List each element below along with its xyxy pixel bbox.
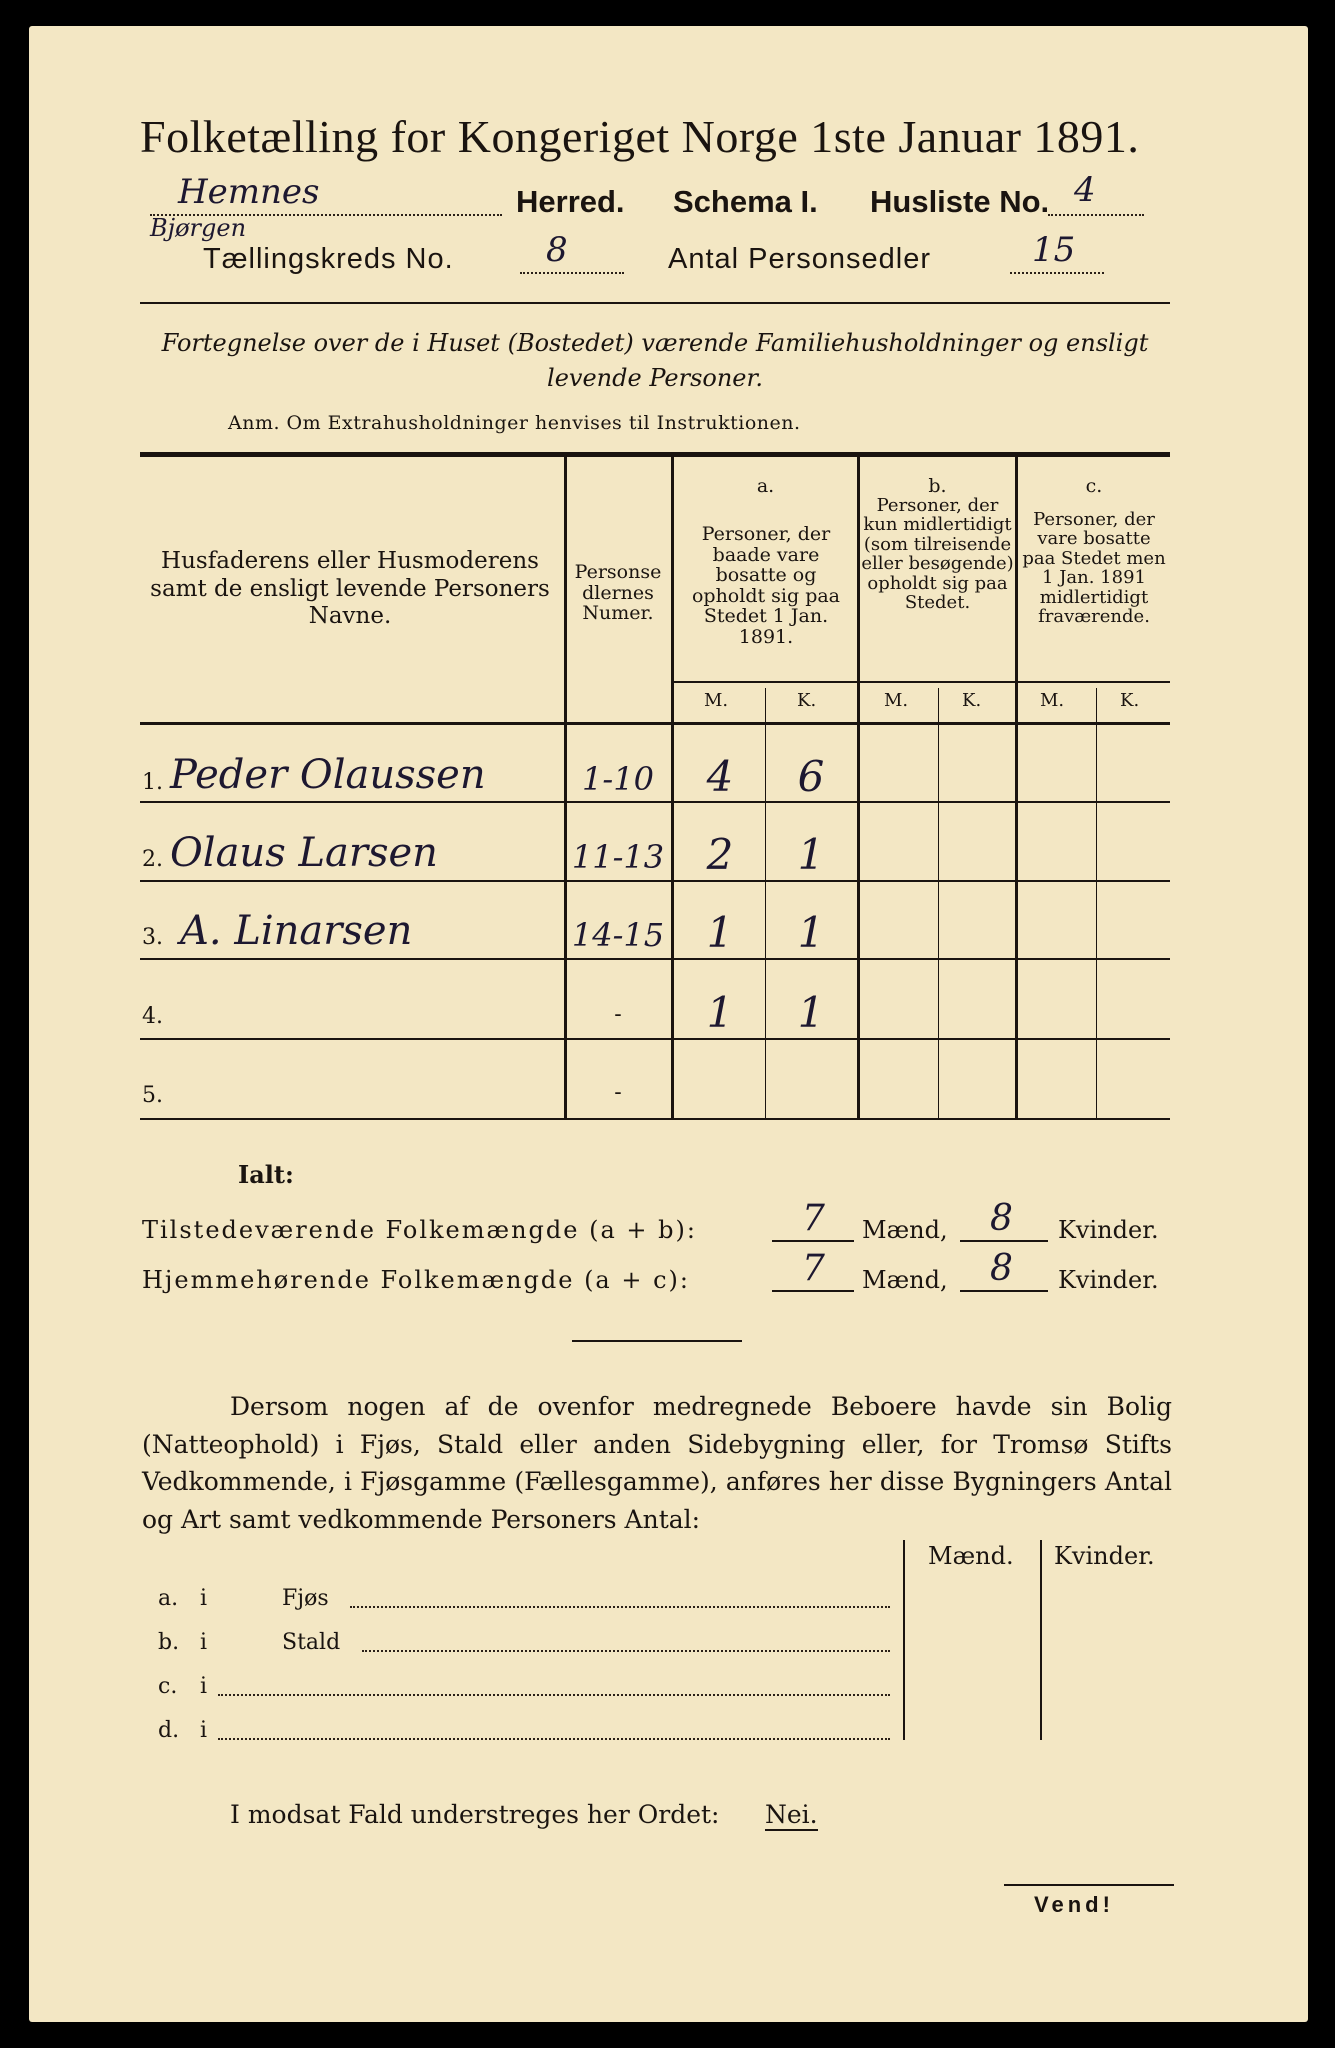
sub-dotline	[350, 1606, 890, 1608]
herred-value: Hemnes	[178, 172, 320, 212]
col-c-header: Personer, der vare bosatte paa Stedet men 1 Jan. 1891 midlertidigt fraværende.	[1022, 509, 1166, 628]
row-rule	[140, 880, 1170, 882]
skreds-annotation: Bjørgen	[150, 214, 247, 242]
antal-value: 15	[1032, 230, 1076, 270]
tilstede-kvinder-line	[960, 1198, 1048, 1242]
row-index: 3.	[142, 925, 163, 950]
hjemme-maend: 7	[802, 1248, 825, 1289]
row-index: 2.	[142, 847, 163, 872]
sub-dotline	[218, 1738, 890, 1740]
ialt-label: Ialt:	[238, 1160, 294, 1189]
sub-label: Fjøs	[282, 1586, 329, 1611]
col-a-letter: a.	[756, 475, 775, 497]
sub-letter: b.	[158, 1630, 180, 1655]
b-k-label: K.	[962, 690, 982, 711]
sub-maend-header: Mænd.	[928, 1542, 1014, 1570]
hjemme-kvinder-label: Kvinder.	[1058, 1266, 1159, 1294]
sub-i: i	[200, 1586, 208, 1611]
tilstede-kvinder-label: Kvinder.	[1058, 1216, 1159, 1244]
row-a-m: 4	[706, 752, 734, 801]
b-m-label: M.	[884, 690, 909, 711]
col-name-header: Husfaderens eller Husmoderens samt de ensligt levende Personers Navne.	[150, 548, 550, 630]
row-a-k: 1	[797, 988, 825, 1037]
sub-dotline	[218, 1694, 890, 1696]
skreds-value: 8	[546, 230, 568, 270]
col-a-header: Personer, der baade vare bosatte og opholdt sig paa Stedet 1 Jan. 1891.	[691, 523, 841, 648]
subtitle: Fortegnelse over de i Huset (Bostedet) værende Familiehusholdninger og ensligt levende Personer.	[161, 329, 1149, 392]
row-num: 14-15	[571, 916, 665, 954]
antal-label: Antal Personsedler	[668, 243, 932, 275]
skreds-label: Tællingskreds No.	[203, 243, 454, 275]
skreds-dotline	[520, 272, 624, 274]
row-num: 11-13	[571, 838, 665, 876]
row-rule	[140, 1038, 1170, 1040]
skreds-field	[520, 230, 630, 278]
antal-field	[1010, 230, 1110, 278]
row-rule	[140, 801, 1170, 803]
sub-col-line	[903, 1540, 905, 1740]
table-bottom-rule	[140, 1118, 1170, 1120]
row-name: Peder Olaussen	[170, 752, 486, 798]
divider	[140, 302, 1170, 304]
sub-kvinder-header: Kvinder.	[1054, 1542, 1155, 1570]
tilstede-kvinder: 8	[990, 1198, 1013, 1239]
mk-rule	[671, 681, 1170, 683]
row-index: 4.	[142, 1004, 163, 1029]
row-rule	[140, 958, 1170, 960]
a-m-label: M.	[704, 690, 729, 711]
instruction-paragraph: Dersom nogen af de ovenfor medregnede Beboere havde sin Bolig (Natteophold) i Fjøs, Stald eller anden Sidebygning eller, for Tromsø Stifts Vedkommende, i Fjøsgamme (Fællesgamme), anføres her disse Bygningers Antal og Art samt vedkommende Personers Antal:	[142, 1392, 1172, 1534]
a-k-label: K.	[797, 690, 817, 711]
tilstede-maend-line	[772, 1198, 854, 1242]
sub-i: i	[200, 1630, 208, 1655]
row-index: 1.	[142, 770, 163, 795]
tilstede-label: Tilstedeværende Folkemængde (a + b):	[142, 1216, 697, 1244]
hjemme-maend-line	[772, 1248, 854, 1292]
anm-note: Anm. Om Extrahusholdninger henvises til Instruktionen.	[228, 412, 801, 434]
schema-label: Schema I.	[673, 184, 818, 219]
sub-i: i	[200, 1718, 208, 1743]
vend-rule	[1004, 1884, 1174, 1886]
hjemme-maend-label: Mænd,	[862, 1266, 948, 1294]
row-a-m: 1	[706, 988, 734, 1037]
row-num: -	[614, 1080, 622, 1105]
sub-label: Stald	[282, 1630, 341, 1655]
col-subline	[1096, 688, 1097, 1118]
col-line	[671, 457, 674, 1118]
row-num: 1-10	[582, 760, 654, 798]
row-num: -	[614, 1002, 622, 1027]
col-line	[564, 457, 567, 1118]
husliste-field	[1048, 170, 1148, 218]
form-title: Folketælling for Kongeriget Norge 1ste Januar 1891.	[140, 111, 1140, 162]
hjemme-kvinder: 8	[990, 1248, 1013, 1289]
sub-dotline	[362, 1650, 890, 1652]
row-a-m: 1	[706, 908, 734, 957]
sub-letter: c.	[158, 1674, 178, 1699]
col-subline	[938, 688, 939, 1118]
row-index: 5.	[142, 1083, 163, 1108]
herred-label: Herred.	[516, 184, 625, 219]
herred-field	[150, 172, 510, 218]
nei-word: Nei.	[765, 1800, 818, 1829]
short-divider	[572, 1340, 742, 1342]
col-b-letter: b.	[928, 475, 947, 497]
col-b-header: Personer, der kun midlertidigt (som tilreisende eller besøgende) opholdt sig paa Stedet.	[861, 495, 1014, 614]
row-name: A. Linarsen	[180, 908, 413, 954]
husliste-dotline	[1048, 214, 1144, 216]
sub-i: i	[200, 1674, 208, 1699]
row-a-k: 1	[797, 830, 825, 879]
tilstede-maend: 7	[802, 1198, 825, 1239]
husliste-label: Husliste No.	[870, 184, 1050, 219]
row-a-m: 2	[706, 830, 734, 879]
sub-letter: a.	[158, 1586, 179, 1611]
row-a-k: 1	[797, 908, 825, 957]
sub-col-line	[1040, 1540, 1042, 1740]
hjemme-label: Hjemmehørende Folkemængde (a + c):	[142, 1266, 690, 1294]
col-num-header: Personsedlernes Numer.	[574, 561, 662, 625]
row-a-k: 6	[797, 752, 825, 801]
tilstede-maend-label: Mænd,	[862, 1216, 948, 1244]
husliste-value: 4	[1074, 170, 1096, 210]
col-subline	[765, 688, 766, 1118]
hjemme-kvinder-line	[960, 1248, 1048, 1292]
vend-label: Vend!	[1034, 1892, 1114, 1917]
c-k-label: K.	[1120, 690, 1140, 711]
row-name: Olaus Larsen	[170, 830, 438, 876]
col-c-letter: c.	[1085, 475, 1103, 497]
c-m-label: M.	[1040, 690, 1065, 711]
antal-dotline	[1010, 272, 1104, 274]
sub-letter: d.	[158, 1718, 180, 1743]
modsat-text: I modsat Fald understreges her Ordet:	[230, 1800, 720, 1829]
